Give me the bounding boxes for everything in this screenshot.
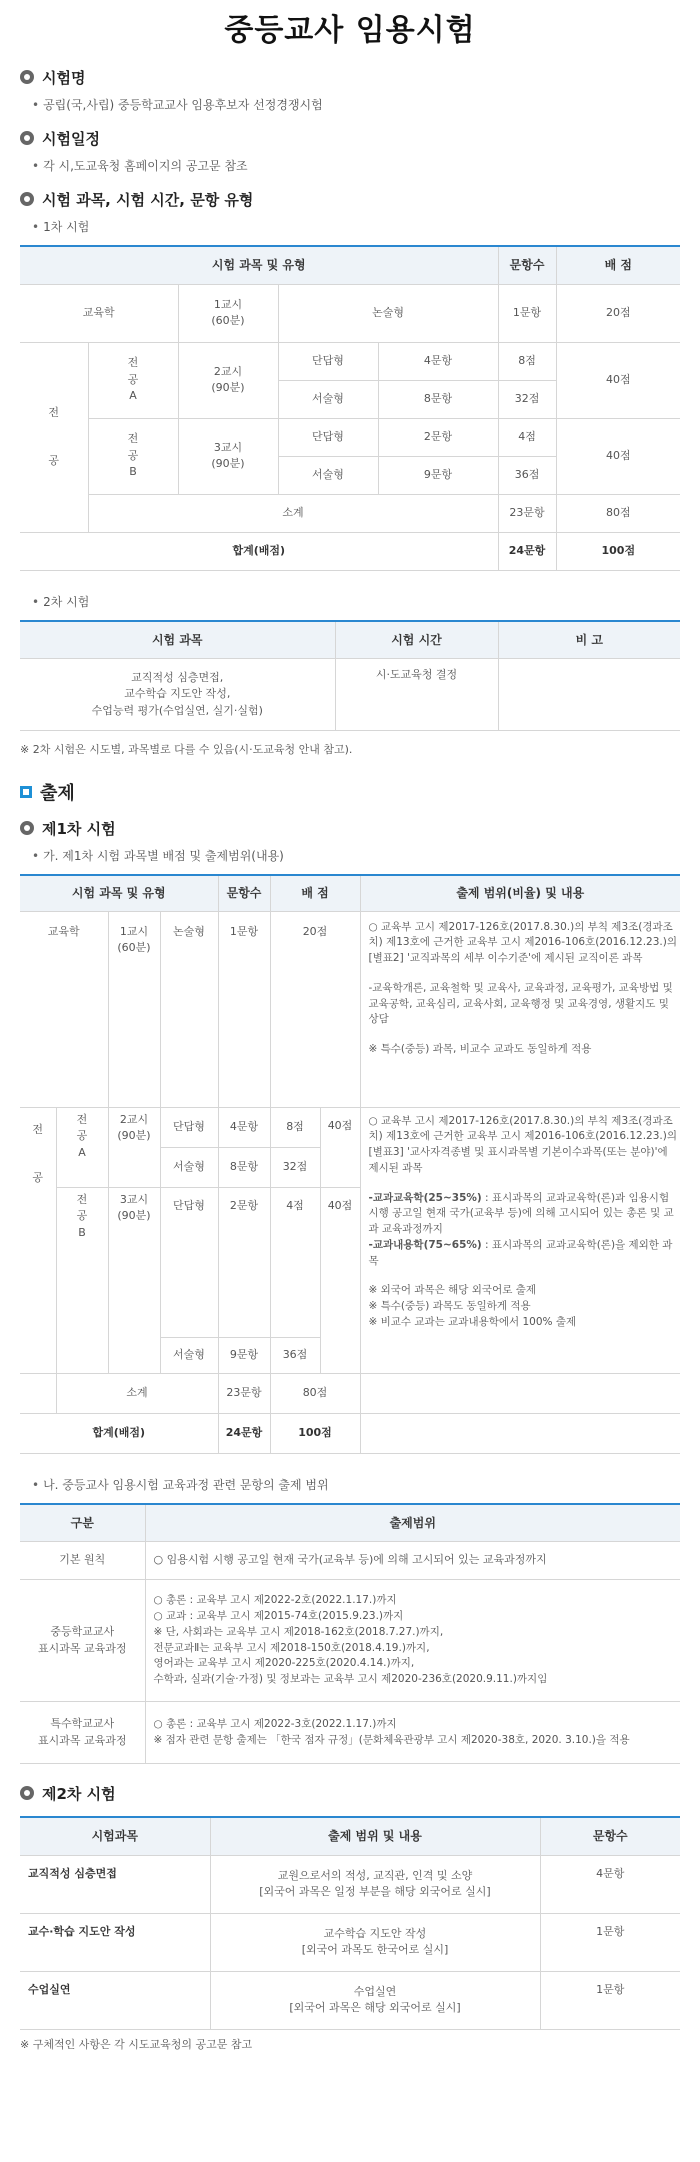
cell: 4점 xyxy=(270,1187,320,1337)
cell: 24문항 xyxy=(218,1413,270,1453)
second-exam-detail-table xyxy=(20,1816,680,2030)
cell: 3교시 (90분) xyxy=(178,418,278,494)
cell: 80점 xyxy=(556,494,680,532)
curriculum-range-table xyxy=(20,1503,680,1765)
second-exam-label: • 2차 시험 xyxy=(32,593,680,610)
col-header: 비 고 xyxy=(498,621,680,659)
range-text: -교육학개론, 교육철학 및 교육사, 교육과정, 교육평가, 교육방법 및 교육공학, 교육심리, 교육사회, 교육행정 및 교육경영, 생활지도 및 상담 xyxy=(368,981,673,1026)
cell: 논술형 xyxy=(278,284,498,342)
cell: 교수학습 지도안 작성 [외국어 과목도 한국어로 실시] xyxy=(210,1913,540,1971)
cell: 서술형 xyxy=(160,1337,218,1373)
cell: 수업실연 [외국어 과목은 해당 외국어로 실시] xyxy=(210,1971,540,2029)
cell: 4점 xyxy=(498,418,556,456)
cell: ○ 임용시험 시행 공고일 현재 국가(교육부 등)에 의해 고시되어 있는 교육과정까지 xyxy=(145,1542,680,1580)
cell: 23문항 xyxy=(498,494,556,532)
cell: 1문항 xyxy=(540,1913,680,1971)
cell: 단답형 xyxy=(278,342,378,380)
cell: 논술형 xyxy=(160,911,218,1107)
cell: 40점 xyxy=(556,342,680,418)
cell: 소계 xyxy=(56,1373,218,1413)
section-heading: 제2차 시험 xyxy=(42,1784,116,1803)
cell: 전 공 B xyxy=(88,418,178,494)
section-subjects xyxy=(20,188,680,210)
cell: 100점 xyxy=(556,532,680,570)
cell xyxy=(498,659,680,731)
circle-bullet-icon xyxy=(20,821,34,835)
first-exam-label: • 1차 시험 xyxy=(32,218,680,235)
range-text: ○ 교육부 고시 제2017-126호(2017.8.30.)의 부칙 제3조(경과조치) 제13호에 근거한 교육부 고시 제2016-106호(2016.12.23.)의 [별표2] '교직과목의 세부 이수기준'에 제시된 교직이론 과목 xyxy=(368,920,677,964)
first-exam-detail-table xyxy=(20,874,680,1454)
cell: 8문항 xyxy=(378,380,498,418)
col-header: 배 점 xyxy=(556,246,680,284)
col-header: 문항수 xyxy=(498,246,556,284)
ga-label: • 가. 제1차 시험 과목별 배점 및 출제범위(내용) xyxy=(32,847,680,864)
cell: 40점 xyxy=(320,1107,360,1187)
col-header: 시험 과목 xyxy=(20,621,335,659)
page-title: 중등교사 임용시험 xyxy=(224,13,476,48)
cell: 2문항 xyxy=(378,418,498,456)
cell: ○ 총론 : 교육부 고시 제2022-2호(2022.1.17.)까지 ○ 교과 : 교육부 고시 제2015-74호(2015.9.23.)까지 ※ 단, 사회과는 교육부 고시 제2018-162호(2018.7.27.)까지, 전문교과Ⅱ는 교육부 고시 제2018-150호(2018.4.19.)까지, 영어과는 교육부 고시 제2020-225호(2020.4.14.)까지, 수학과, 실과(기술·가정) 및 정보과는 교육부 고시 제2020-236호(2020.9.11.)까지임 xyxy=(145,1580,680,1702)
section-heading: 시험일정 xyxy=(42,129,100,148)
cell: 교육학 xyxy=(20,911,108,1107)
section-heading: 출제 xyxy=(40,783,75,804)
section-first-exam xyxy=(20,817,680,839)
cell: 1문항 xyxy=(540,1971,680,2029)
range-text: ※ 외국어 과목은 해당 외국어로 출제 ※ 특수(중등) 과목도 동일하게 적용 ※ 비교수 교과는 교과내용학에서 100% 출제 xyxy=(368,1284,577,1328)
cell: 서술형 xyxy=(278,456,378,494)
footnote: ※ 구체적인 사항은 각 시도교육청의 공고문 참고 xyxy=(20,2037,253,2051)
col-header: 문항수 xyxy=(218,875,270,911)
circle-bullet-icon xyxy=(20,70,34,84)
cell: 20점 xyxy=(270,911,360,1107)
col-header: 출제 범위(비율) 및 내용 xyxy=(360,875,680,911)
cell: 1교시 (60분) xyxy=(108,911,160,1107)
section-exam-content xyxy=(20,779,680,805)
cell: 8문항 xyxy=(218,1147,270,1187)
cell: 1문항 xyxy=(498,284,556,342)
cell: 8점 xyxy=(270,1107,320,1147)
cell: 단답형 xyxy=(278,418,378,456)
circle-bullet-icon xyxy=(20,1786,34,1800)
cell: 40점 xyxy=(556,418,680,494)
cell: 9문항 xyxy=(218,1337,270,1373)
section-schedule xyxy=(20,127,680,149)
cell: 교수·학습 지도안 작성 xyxy=(20,1913,210,1971)
range-text: : 표시과목의 교과교육학(론)과 임용시험 시행 공고일 현재 국가(교육부 등)에 의해 고시되어 있는 총론 및 교과 교육과정까지 xyxy=(368,1191,674,1235)
section-exam-name xyxy=(20,66,680,88)
second-exam-table xyxy=(20,620,680,732)
cell: 기본 원칙 xyxy=(20,1542,145,1580)
cell: 80점 xyxy=(270,1373,360,1413)
cell: 32점 xyxy=(498,380,556,418)
cell: 9문항 xyxy=(378,456,498,494)
major-range-cell xyxy=(360,1107,680,1373)
range-text: ○ 교육부 고시 제2017-126호(2017.8.30.)의 부칙 제3조(경과조치) 제13호에 근거한 교육부 고시 제2016-106호(2016.12.23.)의 [별표3] '교사자격종별 및 표시과목별 기본이수과목(또는 분야)'에 제시된 과목 xyxy=(368,1114,677,1174)
range-text xyxy=(369,1238,678,1270)
cell: 40점 xyxy=(320,1187,360,1373)
cell: 교원으로서의 적성, 교직관, 인격 및 소양 [외국어 과목은 일정 부분을 해당 외국어로 실시] xyxy=(210,1855,540,1913)
cell: 단답형 xyxy=(160,1187,218,1337)
square-bullet-icon xyxy=(20,786,32,798)
col-header: 시험 과목 및 유형 xyxy=(20,875,218,911)
col-header: 구분 xyxy=(20,1504,145,1542)
cell: 특수학교교사 표시과목 교육과정 xyxy=(20,1702,145,1764)
col-header: 시험 시간 xyxy=(335,621,498,659)
section-second-exam xyxy=(20,1782,680,1804)
section-heading: 시험 과목, 시험 시간, 문항 유형 xyxy=(42,190,254,209)
col-header: 출제 범위 및 내용 xyxy=(210,1817,540,1855)
cell: 교직적성 심층면접 xyxy=(20,1855,210,1913)
cell: 수업실연 xyxy=(20,1971,210,2029)
circle-bullet-icon xyxy=(20,192,34,206)
cell: 전 공 A xyxy=(88,342,178,418)
range-text xyxy=(369,1191,678,1238)
cell: 시·도교육청 결정 xyxy=(335,659,498,731)
cell: 2교시 (90분) xyxy=(108,1107,160,1187)
cell: 합계(배점) xyxy=(20,1413,218,1453)
schedule-text: • 각 시,도교육청 홈페이지의 공고문 참조 xyxy=(32,157,680,174)
col-header: 시험과목 xyxy=(20,1817,210,1855)
cell: 36점 xyxy=(270,1337,320,1373)
range-text-bold: -교과교육학(25~35%) xyxy=(368,1191,482,1204)
cell: 20점 xyxy=(556,284,680,342)
cell: 3교시 (90분) xyxy=(108,1187,160,1373)
col-header: 출제범위 xyxy=(145,1504,680,1542)
cell: 전 공 B xyxy=(56,1187,108,1373)
cell: 교육학 xyxy=(20,284,178,342)
cell: 전 공 xyxy=(20,342,88,532)
cell: 8점 xyxy=(498,342,556,380)
cell: 24문항 xyxy=(498,532,556,570)
cell: 합계(배점) xyxy=(20,532,498,570)
cell: 23문항 xyxy=(218,1373,270,1413)
range-text: ※ 특수(중등) 과목, 비교수 교과도 동일하게 적용 xyxy=(368,1043,592,1055)
cell: 전 공 xyxy=(20,1107,56,1373)
col-header: 배 점 xyxy=(270,875,360,911)
range-text-bold: -교과내용학(75~65%) xyxy=(368,1238,482,1251)
edu-range-cell xyxy=(360,911,680,1107)
cell: 서술형 xyxy=(160,1147,218,1187)
exam-name-text: • 공립(국,사립) 중등학교교사 임용후보자 선정경쟁시험 xyxy=(32,96,680,113)
cell: 소계 xyxy=(88,494,498,532)
na-label: • 나. 중등교사 임용시험 교육과정 관련 문항의 출제 범위 xyxy=(32,1476,680,1493)
cell: 4문항 xyxy=(378,342,498,380)
circle-bullet-icon xyxy=(20,131,34,145)
cell: 2교시 (90분) xyxy=(178,342,278,418)
cell: 전 공 A xyxy=(56,1107,108,1187)
cell: 2문항 xyxy=(218,1187,270,1337)
section-heading: 제1차 시험 xyxy=(42,819,116,838)
cell: 100점 xyxy=(270,1413,360,1453)
col-header: 문항수 xyxy=(540,1817,680,1855)
second-exam-note: ※ 2차 시험은 시도별, 과목별로 다를 수 있음(시·도교육청 안내 참고). xyxy=(20,743,353,756)
range-text: : 표시과목의 교과교육학(론)을 제외한 과목 xyxy=(368,1238,673,1267)
cell: 중등학교교사 표시과목 교육과정 xyxy=(20,1580,145,1702)
cell: 단답형 xyxy=(160,1107,218,1147)
cell: 4문항 xyxy=(540,1855,680,1913)
cell: 교직적성 심층면접, 교수학습 지도안 작성, 수업능력 평가(수업실연, 실기·실험) xyxy=(20,659,335,731)
col-header: 시험 과목 및 유형 xyxy=(20,246,498,284)
cell: ○ 총론 : 교육부 고시 제2022-3호(2022.1.17.)까지 ※ 점자 관련 문항 출제는 「한국 점자 규정」(문화체육관광부 고시 제2020-38호, 2020. 3.10.)을 적용 xyxy=(145,1702,680,1764)
cell: 1문항 xyxy=(218,911,270,1107)
cell: 36점 xyxy=(498,456,556,494)
cell: 4문항 xyxy=(218,1107,270,1147)
cell: 32점 xyxy=(270,1147,320,1187)
cell: 서술형 xyxy=(278,380,378,418)
section-heading: 시험명 xyxy=(42,68,86,87)
cell: 1교시 (60분) xyxy=(178,284,278,342)
first-exam-table xyxy=(20,245,680,571)
